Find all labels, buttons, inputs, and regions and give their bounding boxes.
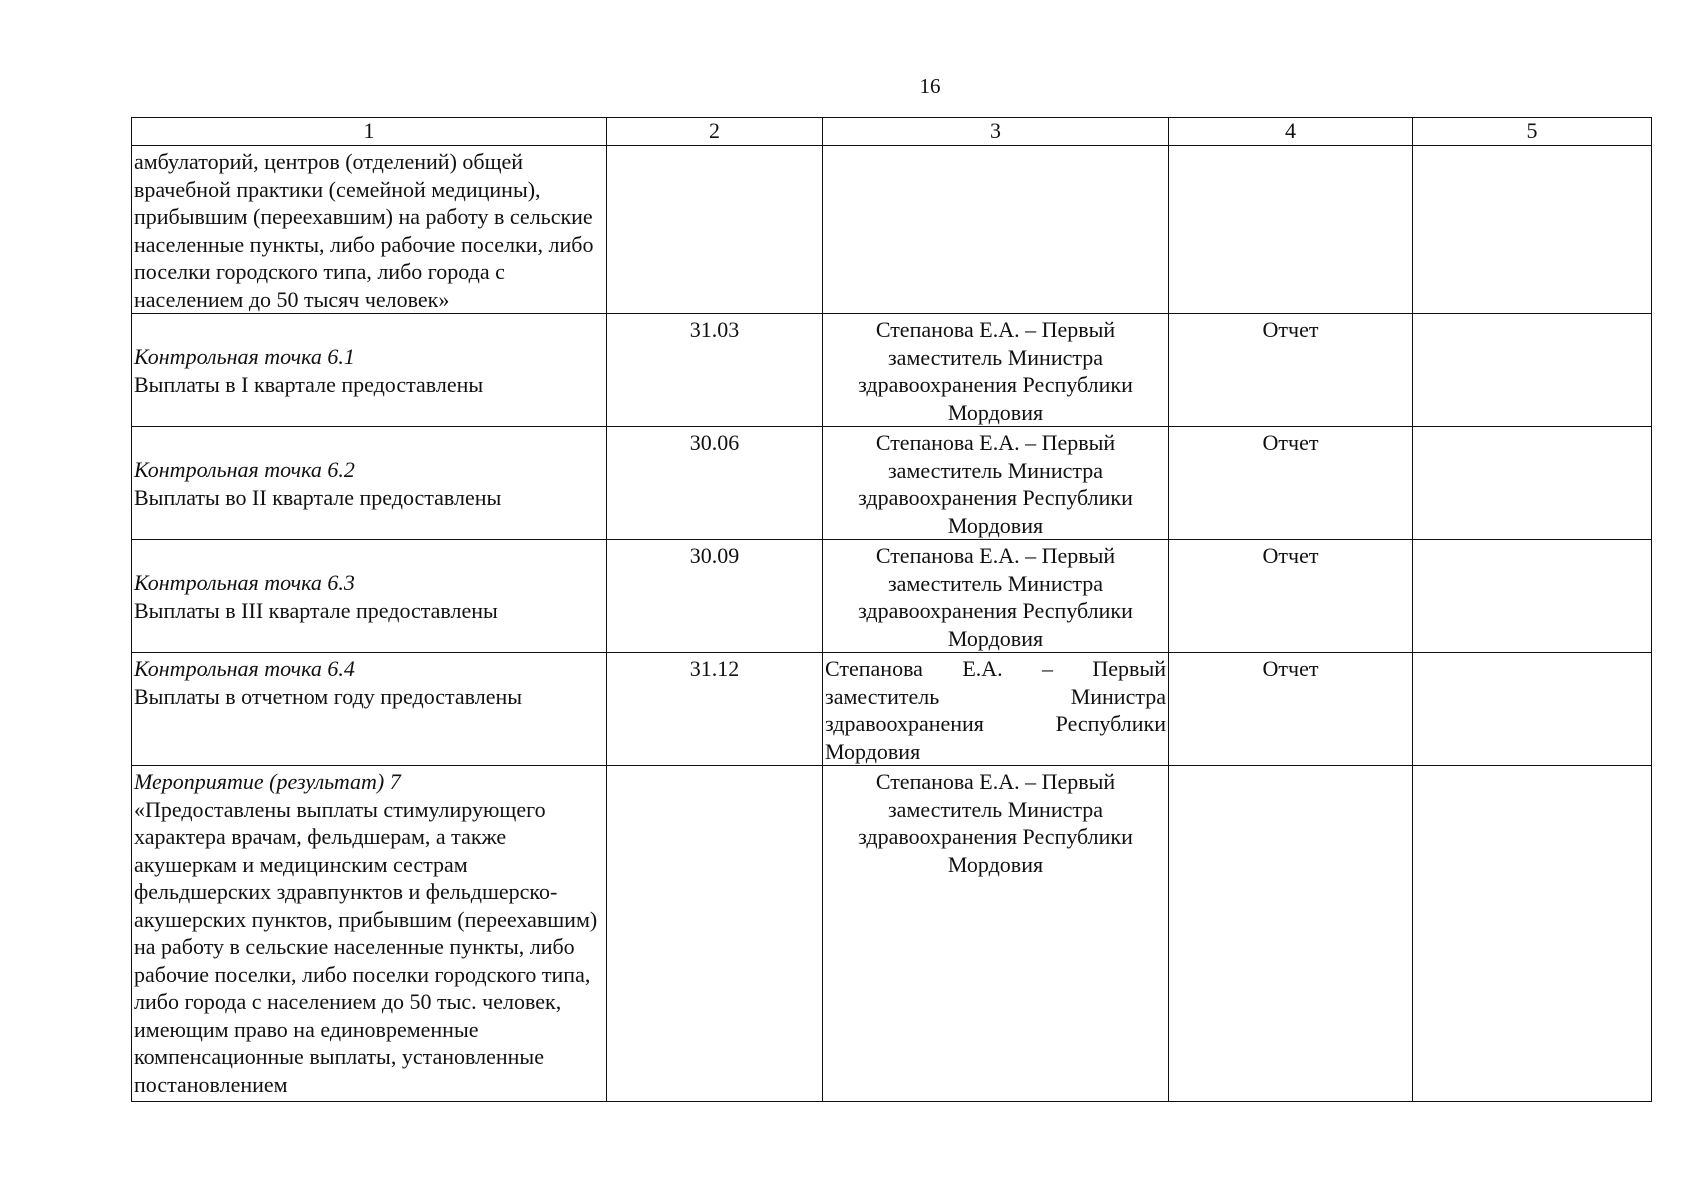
header-col-2: 2 bbox=[607, 118, 823, 146]
control-point-cell bbox=[132, 427, 607, 540]
control-point-description: Выплаты в III квартале предоставлены bbox=[134, 597, 498, 623]
empty-cell bbox=[607, 146, 823, 314]
note-cell bbox=[1413, 314, 1652, 427]
document-type: Отчет bbox=[1169, 314, 1413, 427]
control-point-title: Контрольная точка 6.1 bbox=[134, 344, 355, 369]
responsible-person: Степанова Е.А. – Первый заместитель Министра здравоохранения Республики Мордовия bbox=[823, 653, 1169, 766]
note-cell bbox=[1413, 653, 1652, 766]
responsible-person: Степанова Е.А. – Первый заместитель Министра здравоохранения Республики Мордовия bbox=[823, 766, 1169, 1102]
table-row bbox=[132, 314, 1652, 427]
deadline-date bbox=[607, 766, 823, 1102]
header-col-5: 5 bbox=[1413, 118, 1652, 146]
activity-description: «Предоставлены выплаты стимулирующего характера врачам, фельдшерам, а также акушеркам и медицинским сестрам фельдшерских здравпунктов и фельдшерско-акушерских пунктов, прибывшим (переехавшим) на работу в сельские населенные пункты, либо рабочие поселки, либо поселки городского типа, либо города с населением до 50 тыс. человек, имеющим право на единовременные компенсационные выплаты, установленные постановлением bbox=[134, 796, 598, 1097]
table-header-row bbox=[132, 118, 1652, 146]
control-point-description: Выплаты в I квартале предоставлены bbox=[134, 371, 484, 397]
empty-cell bbox=[1413, 146, 1652, 314]
deadline-date: 30.06 bbox=[607, 427, 823, 540]
deadline-date: 31.12 bbox=[607, 653, 823, 766]
page-number: 16 bbox=[919, 74, 941, 98]
note-cell bbox=[1413, 540, 1652, 653]
control-point-cell bbox=[132, 314, 607, 427]
control-point-description: Выплаты во II квартале предоставлены bbox=[134, 484, 502, 510]
header-col-1: 1 bbox=[132, 118, 607, 146]
table-row bbox=[132, 653, 1652, 766]
deadline-date: 31.03 bbox=[607, 314, 823, 427]
table-row-continuation bbox=[132, 146, 1652, 314]
control-point-cell bbox=[132, 540, 607, 653]
note-cell bbox=[1413, 766, 1652, 1102]
document-type: Отчет bbox=[1169, 653, 1413, 766]
empty-cell bbox=[1169, 146, 1413, 314]
deadline-date: 30.09 bbox=[607, 540, 823, 653]
activity-cell bbox=[132, 766, 607, 1102]
document-type bbox=[1169, 766, 1413, 1102]
control-point-cell bbox=[132, 653, 607, 766]
control-point-title: Контрольная точка 6.3 bbox=[134, 570, 355, 595]
responsible-person: Степанова Е.А. – Первый заместитель Министра здравоохранения Республики Мордовия bbox=[823, 314, 1169, 427]
table-row-activity bbox=[132, 766, 1652, 1102]
control-point-description: Выплаты в отчетном году предоставлены bbox=[134, 683, 523, 709]
document-type: Отчет bbox=[1169, 540, 1413, 653]
empty-cell bbox=[823, 146, 1169, 314]
header-col-3: 3 bbox=[823, 118, 1169, 146]
activity-title: Мероприятие (результат) 7 bbox=[134, 769, 401, 794]
control-points-table bbox=[131, 117, 1652, 1102]
responsible-person: Степанова Е.А. – Первый заместитель Министра здравоохранения Республики Мордовия bbox=[823, 427, 1169, 540]
note-cell bbox=[1413, 427, 1652, 540]
header-col-4: 4 bbox=[1169, 118, 1413, 146]
responsible-person: Степанова Е.А. – Первый заместитель Министра здравоохранения Республики Мордовия bbox=[823, 540, 1169, 653]
table-row bbox=[132, 540, 1652, 653]
table-row bbox=[132, 427, 1652, 540]
continuation-text: амбулаторий, центров (отделений) общей врачебной практики (семейной медицины), прибывшим (переехавшим) на работу в сельские населенные пункты, либо рабочие поселки, либо поселки городского типа, либо города с населением до 50 тысяч человек» bbox=[132, 146, 607, 314]
document-type: Отчет bbox=[1169, 427, 1413, 540]
control-point-title: Контрольная точка 6.4 bbox=[134, 656, 355, 681]
control-point-title: Контрольная точка 6.2 bbox=[134, 457, 355, 482]
